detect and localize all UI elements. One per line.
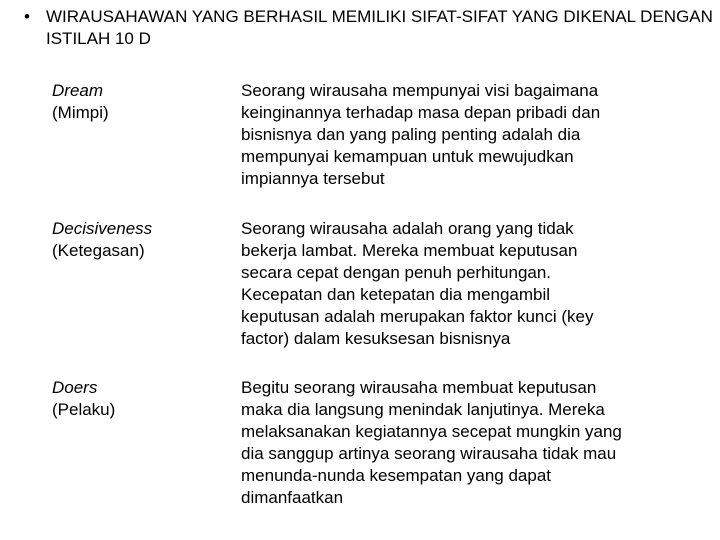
term-translation: (Ketegasan) (52, 241, 145, 260)
heading-text: WIRAUSAHAWAN YANG BERHASIL MEMILIKI SIFAT-SIFAT YANG DIKENAL DENGAN ISTILAH 10 D (46, 7, 713, 48)
bullet-marker: • (24, 7, 30, 26)
slide-heading (24, 6, 714, 50)
term-english: Decisiveness (52, 219, 153, 238)
term-cell (52, 80, 232, 124)
term-english: Dream (52, 81, 104, 100)
term-description: Seorang wirausaha adalah orang yang tidak bekerja lambat. Mereka membuat keputusan secara cepat dengan penuh perhitungan. Kecepatan dan ketepatan dia mengambil keputusan adalah merupakan faktor kunci (key factor) dalam kesuksesan bisnisnya (241, 219, 594, 348)
term-english: Doers (52, 378, 98, 397)
term-description: Begitu seorang wirausaha membuat keputusan maka dia langsung menindak lanjutinya. Mereka melaksanakan kegiatannya secepat mungkin yang dia sanggup artinya seorang wirausaha tidak mau menunda-nunda kesempatan yang dapat dimanfaatkan (241, 378, 622, 507)
term-translation: (Pelaku) (52, 400, 116, 419)
term-description: Seorang wirausaha mempunyai visi bagaimana keinginannya terhadap masa depan pribadi dan bisnisnya dan yang paling penting adalah dia mempunyai kemampuan untuk mewujudkan impiannya tersebut (241, 81, 601, 188)
term-translation: (Mimpi) (52, 103, 109, 122)
term-cell (52, 218, 232, 262)
term-cell (52, 377, 232, 421)
